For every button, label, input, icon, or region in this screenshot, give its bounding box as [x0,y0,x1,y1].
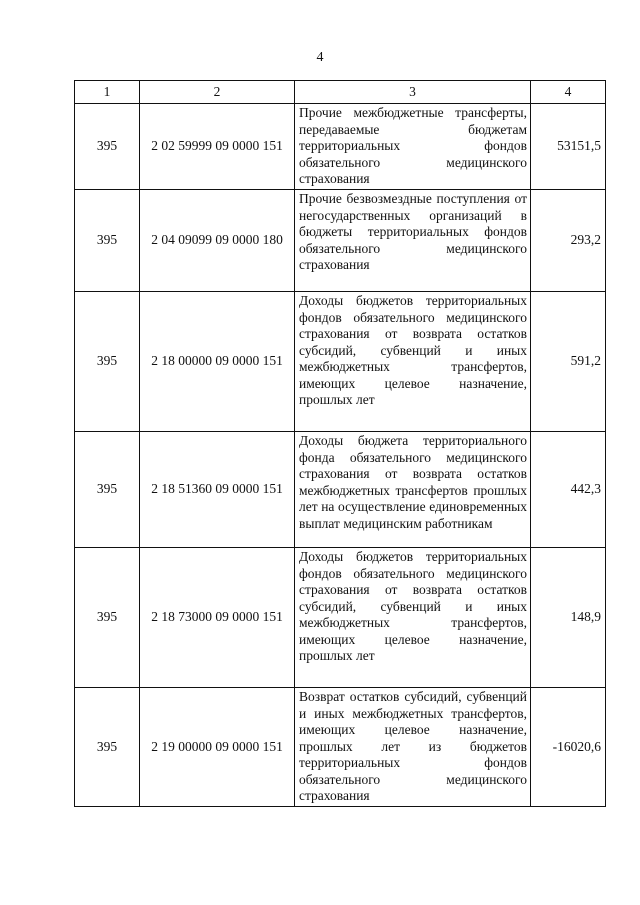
table-row [75,432,606,548]
column-header-2: 2 [140,81,295,104]
amount-cell: 591,2 [531,292,606,432]
table-header-row [75,81,606,104]
column-header-3: 3 [295,81,531,104]
table-row [75,548,606,688]
amount-cell: 442,3 [531,432,606,548]
budget-code-cell: 2 18 00000 09 0000 151 [140,292,295,432]
amount-cell: -16020,6 [531,688,606,807]
revenue-name-cell: Доходы бюджета территориального фонда обязательного медицинского страхования от возврата остатков межбюджетных трансфертов прошлых лет на осуществление единовременных выплат медицинским работникам [295,432,531,548]
budget-code-cell: 2 04 09099 09 0000 180 [140,190,295,292]
admin-code-cell: 395 [75,432,140,548]
admin-code-cell: 395 [75,190,140,292]
budget-code-cell: 2 02 59999 09 0000 151 [140,104,295,190]
revenue-name-cell: Возврат остатков субсидий, субвенций и иных межбюджетных трансфертов, имеющих целевое назначение, прошлых лет из бюджетов территориальных фондов обязательного медицинского страхования [295,688,531,807]
column-header-1: 1 [75,81,140,104]
page-number: 4 [316,50,324,65]
admin-code-cell: 395 [75,688,140,807]
revenue-name-cell: Доходы бюджетов территориальных фондов обязательного медицинского страхования от возврата остатков субсидий, субвенций и иных межбюджетных трансфертов, имеющих целевое назначение, прошлых лет [295,292,531,432]
table-row [75,104,606,190]
revenue-name-cell: Доходы бюджетов территориальных фондов обязательного медицинского страхования от возврата остатков субсидий, субвенций и иных межбюджетных трансфертов, имеющих целевое назначение, прошлых лет [295,548,531,688]
column-header-4: 4 [531,81,606,104]
table-row [75,292,606,432]
budget-code-cell: 2 19 00000 09 0000 151 [140,688,295,807]
amount-cell: 53151,5 [531,104,606,190]
admin-code-cell: 395 [75,548,140,688]
amount-cell: 148,9 [531,548,606,688]
table-row [75,688,606,807]
amount-cell: 293,2 [531,190,606,292]
revenue-table [74,80,606,807]
admin-code-cell: 395 [75,104,140,190]
budget-code-cell: 2 18 51360 09 0000 151 [140,432,295,548]
revenue-name-cell: Прочие безвозмездные поступления от негосударственных организаций в бюджеты территориальных фондов обязательного медицинского страхования [295,190,531,292]
budget-code-cell: 2 18 73000 09 0000 151 [140,548,295,688]
admin-code-cell: 395 [75,292,140,432]
revenue-name-cell: Прочие межбюджетные трансферты, передаваемые бюджетам территориальных фондов обязательного медицинского страхования [295,104,531,190]
table-row [75,190,606,292]
